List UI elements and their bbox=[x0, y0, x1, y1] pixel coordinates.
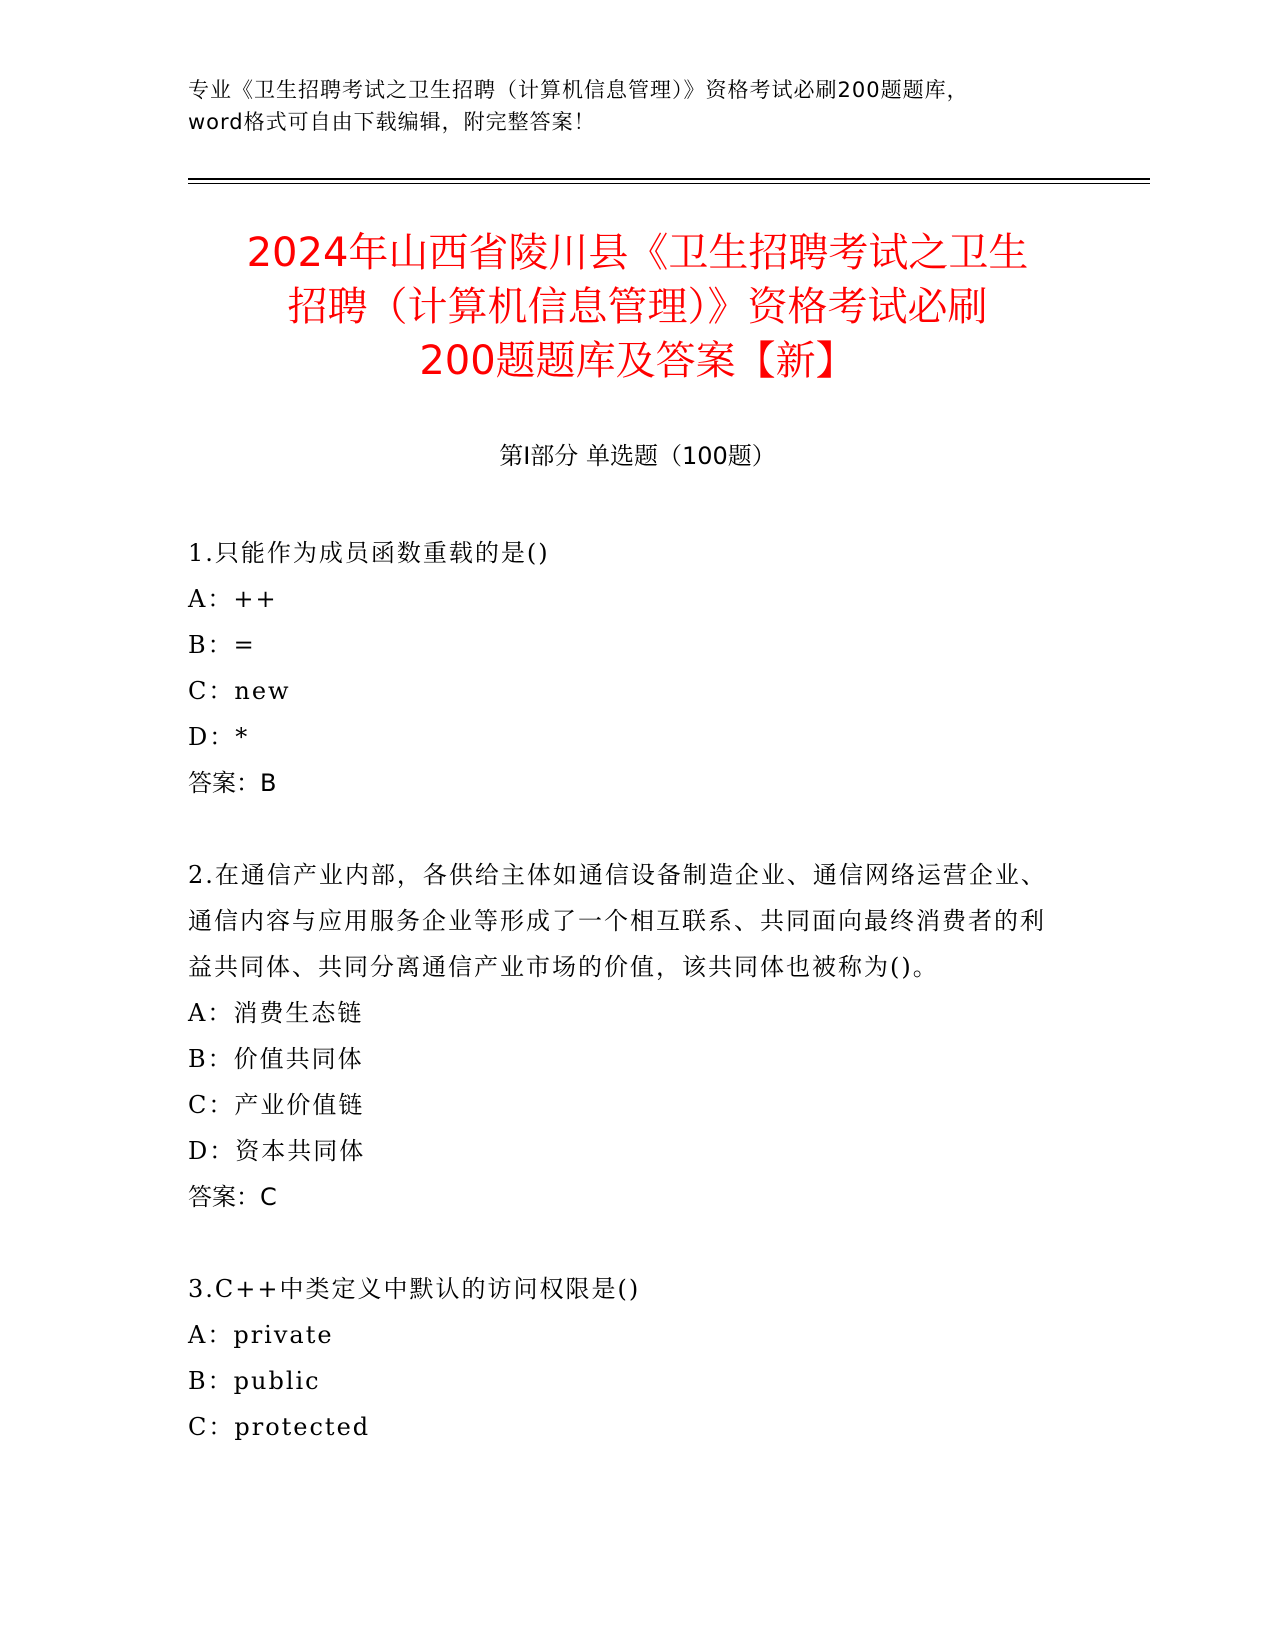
divider-thin bbox=[188, 183, 1150, 184]
option-a: A：private bbox=[188, 1321, 334, 1349]
option-b: B：= bbox=[188, 631, 256, 659]
title-line-3: 200题题库及答案【新】 bbox=[419, 338, 856, 384]
answer: 答案：C bbox=[188, 1183, 277, 1211]
document-title bbox=[160, 226, 1115, 388]
question-2 bbox=[188, 852, 1068, 1220]
intro-line-2: word格式可自由下载编辑，附完整答案！ bbox=[188, 110, 596, 134]
question-1 bbox=[188, 530, 1068, 806]
option-c: C：产业价值链 bbox=[188, 1091, 365, 1119]
option-c: C：new bbox=[188, 677, 291, 705]
question-3 bbox=[188, 1266, 1068, 1450]
option-b: B：价值共同体 bbox=[188, 1045, 364, 1073]
option-a: A：++ bbox=[188, 585, 278, 613]
intro-line-1: 专业《卫生招聘考试之卫生招聘（计算机信息管理）》资格考试必刷200题题库， bbox=[188, 78, 969, 102]
title-line-1: 2024年山西省陵川县《卫生招聘考试之卫生 bbox=[246, 230, 1029, 276]
section-heading: 第I部分 单选题（100题） bbox=[499, 442, 776, 470]
option-b: B：public bbox=[188, 1367, 321, 1395]
title-line-2: 招聘（计算机信息管理）》资格考试必刷 bbox=[287, 284, 988, 330]
intro-text bbox=[188, 74, 1088, 138]
option-d: D：* bbox=[188, 723, 250, 751]
question-list bbox=[188, 530, 1068, 1496]
option-a: A：消费生态链 bbox=[188, 999, 364, 1027]
answer: 答案：B bbox=[188, 769, 277, 797]
divider-thick bbox=[188, 178, 1150, 180]
question-stem: 3.C++中类定义中默认的访问权限是() bbox=[188, 1275, 641, 1303]
option-d: D：资本共同体 bbox=[188, 1137, 366, 1165]
question-stem: 1.只能作为成员函数重载的是() bbox=[188, 539, 550, 567]
question-stem: 2.在通信产业内部，各供给主体如通信设备制造企业、通信网络运营企业、通信内容与应用服务企业等形成了一个相互联系、共同面向最终消费者的利益共同体、共同分离通信产业市场的价值，该共同体也被称为()。 bbox=[188, 861, 1047, 981]
option-c: C：protected bbox=[188, 1413, 371, 1441]
